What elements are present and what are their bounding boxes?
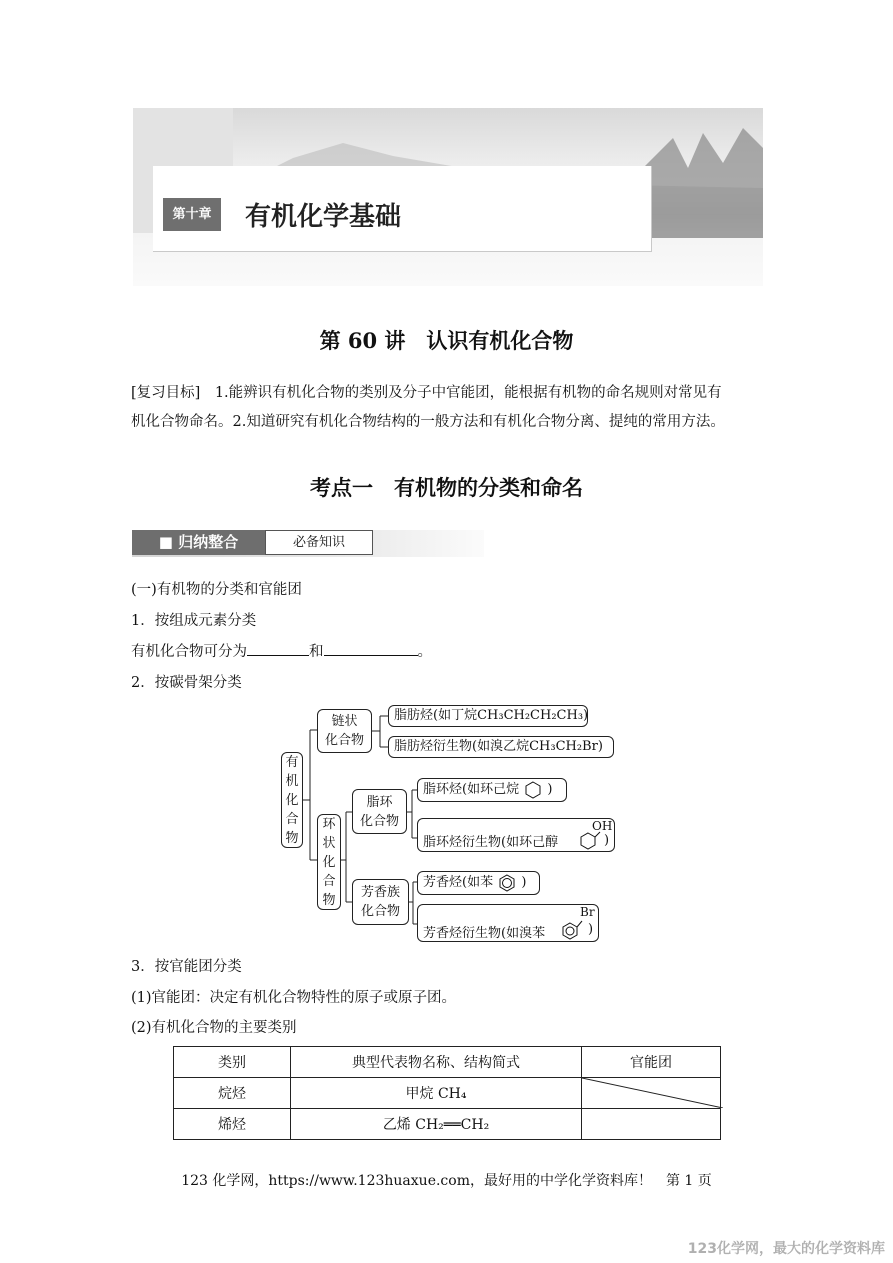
root-char: 化 [285,793,299,808]
chain-label-2: 化合物 [324,733,364,748]
table-cell: 烯烃 [174,1109,291,1140]
table-cell: 甲烷 CH₄ [291,1078,582,1109]
leaf-aliphatic-derivative: 脂肪烃衍生物(如溴乙烷CH₃CH₂Br) [388,736,614,758]
alicyclic-compound-box [352,789,407,834]
tag-essential-knowledge: 必备知识 [265,530,373,555]
leaf4-close: ) [604,833,610,848]
oh-label: OH [592,819,613,833]
diagonal-slash [582,1078,723,1108]
leaf-aromatic-derivative [417,904,599,942]
ring-compound-box [317,814,341,910]
item-by-elements: 1．按组成元素分类 [131,613,257,629]
root-organic-compound-box [281,752,303,848]
review-goals-line1: [复习目标] 1.能辨识有机化合物的类别及分子中官能团，能根据有机物的命名规则对常见有 [131,385,722,401]
leaf3-close: ) [547,782,553,797]
text-part-c: 。 [417,644,432,660]
table-cell-blank[interactable] [582,1109,721,1140]
table-cell: 烷烃 [174,1078,291,1109]
page-footer: 123 化学网，https://www.123huaxue.com，最好用的中学化学资料库！ 第 1 页 [181,1173,712,1189]
root-char: 合 [285,812,299,827]
main-classes-heading: (2)有机化合物的主要类别 [131,1020,297,1036]
alicyclic-label-1: 脂环 [366,795,393,810]
alicyclic-label-2: 化合物 [359,814,399,829]
review-goals-line2: 机化合物命名。2.知道研究有机化合物结构的一般方法和有机化合物分离、提纯的常用方法。 [131,414,725,430]
watermark: 123化学网，最大的化学资料库 [687,1241,885,1257]
lecture-title: 第 60 讲 认识有机化合物 [319,328,574,353]
item-by-skeleton: 2．按碳骨架分类 [131,675,242,691]
table-header: 类别 [174,1047,291,1078]
br-label: Br [580,905,595,919]
leaf-alicyclic-derivative [417,818,615,852]
heading-classification: (一)有机物的分类和官能团 [131,582,302,598]
table-row [174,1078,721,1109]
leaf3-text: 脂环烃(如环己烷 [423,782,520,797]
leaf-aromatic-hydrocarbon [417,871,540,895]
table-header-row [174,1047,721,1078]
root-char: 物 [285,831,299,846]
functional-group-definition: (1)官能团：决定有机化合物特性的原子或原子团。 [131,990,457,1006]
table-cell: 乙烯 CH₂══CH₂ [291,1109,582,1140]
ring-char: 物 [322,893,336,908]
leaf4-text: 脂环烃衍生物(如环己醇 [423,835,559,850]
aromatic-label-1: 芳香族 [360,885,400,900]
item-by-functional-group: 3．按官能团分类 [131,959,242,975]
section-title: 考点一 有机物的分类和命名 [310,475,583,500]
ring-char: 环 [322,817,336,832]
benzene-icon [497,873,517,893]
chain-label-1: 链状 [331,714,358,729]
text-part-b: 和 [309,644,324,660]
table-cell-diagonal [582,1078,721,1109]
root-char: 有 [285,755,299,770]
leaf5-close: ) [521,875,527,890]
chain-compound-box [317,709,372,753]
aromatic-compound-box [352,879,409,925]
leaf6-text: 芳香烃衍生物(如溴苯 [423,926,546,941]
aromatic-label-2: 化合物 [360,904,400,919]
leaf6-close: ) [588,922,594,937]
ring-char: 化 [322,855,336,870]
chapter-title: 有机化学基础 [245,202,402,232]
classification-table [173,1046,721,1140]
root-char: 机 [285,774,299,789]
leaf-alicyclic-hydrocarbon [417,778,567,802]
table-header: 典型代表物名称、结构简式 [291,1047,582,1078]
table-row [174,1109,721,1140]
text-part-a: 有机化合物可分为 [131,644,247,660]
ring-char: 状 [322,836,336,851]
table-header: 官能团 [582,1047,721,1078]
cyclohexane-icon [523,780,543,800]
leaf-aliphatic-hydrocarbon: 脂肪烃(如丁烷CH₃CH₂CH₂CH₃) [388,705,588,727]
chapter-tag: 第十章 [163,198,221,231]
ring-char: 合 [322,874,336,889]
tag-summary: ■ 归纳整合 [132,530,265,555]
leaf5-text: 芳香烃(如苯 [423,875,494,890]
